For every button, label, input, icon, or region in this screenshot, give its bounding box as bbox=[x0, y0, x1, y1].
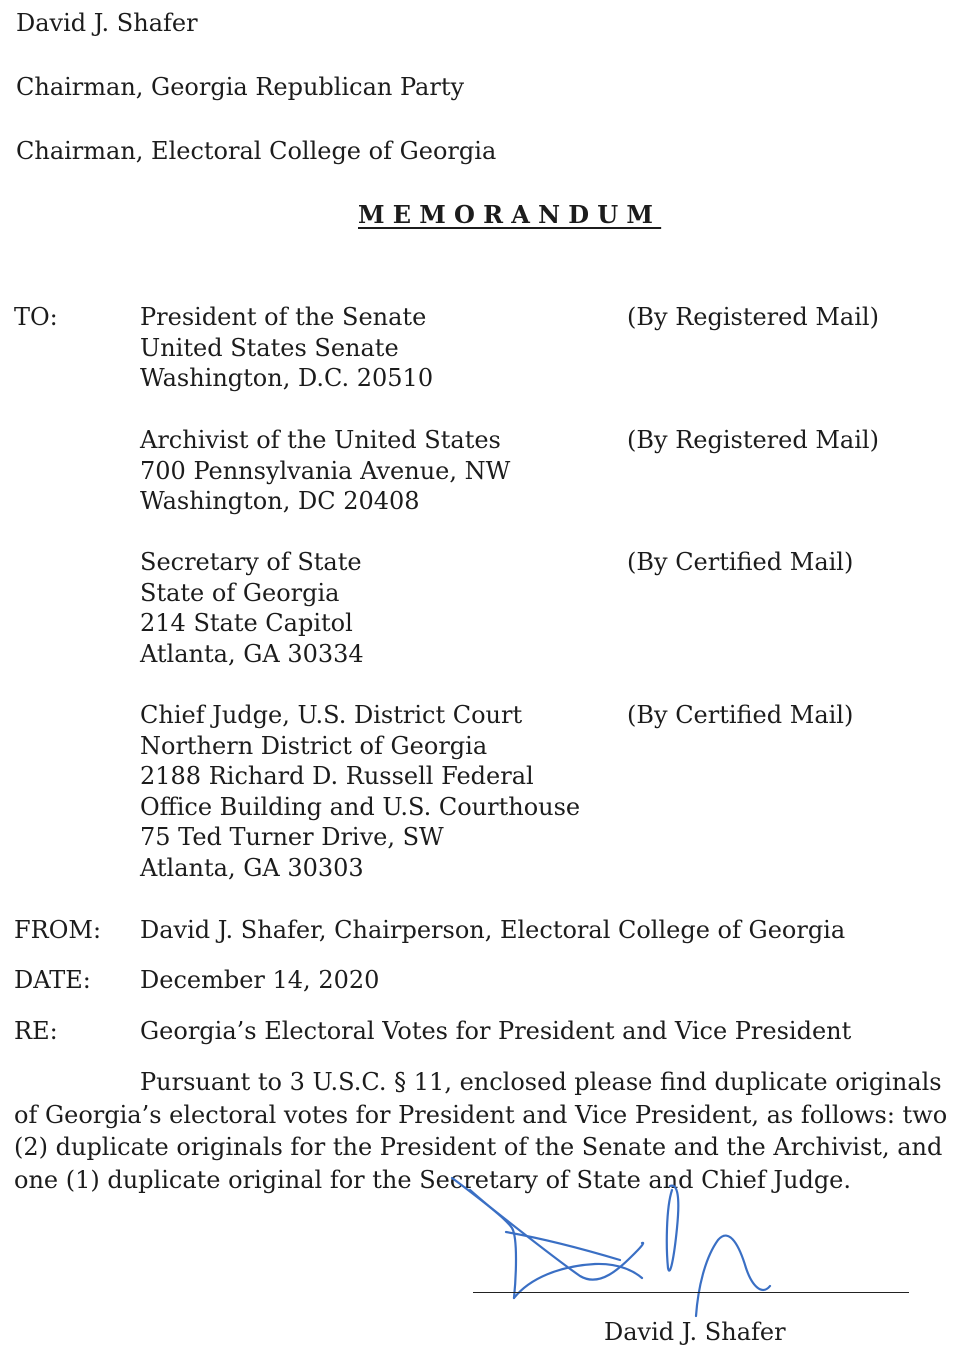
recipient-chief-judge bbox=[140, 700, 580, 884]
recipient-line: United States Senate bbox=[140, 333, 399, 362]
delivery-method: (By Registered Mail) bbox=[627, 303, 879, 331]
to-label: TO: bbox=[14, 303, 58, 331]
sender-title-party: Chairman, Georgia Republican Party bbox=[16, 73, 465, 101]
delivery-method: (By Certified Mail) bbox=[627, 548, 854, 576]
recipient-line: Secretary of State bbox=[140, 548, 362, 576]
delivery-method: (By Registered Mail) bbox=[627, 426, 879, 454]
signature-line bbox=[473, 1292, 909, 1293]
recipient-line: Northern District of Georgia bbox=[140, 731, 488, 760]
date-value: December 14, 2020 bbox=[140, 966, 380, 994]
recipient-line: Atlanta, GA 30303 bbox=[140, 853, 364, 882]
recipient-line: Office Building and U.S. Courthouse bbox=[140, 792, 581, 821]
recipient-line: Atlanta, GA 30334 bbox=[140, 639, 364, 668]
delivery-method: (By Certified Mail) bbox=[627, 701, 854, 729]
from-value: David J. Shafer, Chairperson, Electoral College of Georgia bbox=[140, 916, 846, 944]
recipient-archivist bbox=[140, 425, 510, 517]
recipient-senate bbox=[140, 302, 433, 394]
date-label: DATE: bbox=[14, 966, 91, 994]
recipient-line: 214 State Capitol bbox=[140, 609, 353, 638]
recipient-line: State of Georgia bbox=[140, 578, 340, 607]
memo-title: MEMORANDUM bbox=[358, 200, 662, 229]
re-value: Georgia’s Electoral Votes for President and Vice President bbox=[140, 1017, 852, 1045]
recipient-line: Washington, DC 20408 bbox=[140, 487, 420, 516]
body-text: Pursuant to 3 U.S.C. § 11, enclosed please find duplicate originals of Georgia’s electoral votes for President and Vice President, as follows: two (2) duplicate originals for the President of the Senate and the Archivist, and one (1) duplicate original for the Secretary of State and Chief Judge. bbox=[14, 1068, 948, 1194]
signatory-name: David J. Shafer bbox=[604, 1318, 786, 1346]
sender-title-college: Chairman, Electoral College of Georgia bbox=[16, 137, 497, 165]
handwritten-signature bbox=[430, 1168, 790, 1318]
re-label: RE: bbox=[14, 1017, 58, 1045]
recipient-line: Chief Judge, U.S. District Court bbox=[140, 701, 523, 729]
from-label: FROM: bbox=[14, 916, 102, 944]
recipient-secretary-of-state bbox=[140, 547, 364, 669]
recipient-line: Washington, D.C. 20510 bbox=[140, 364, 434, 393]
recipient-line: 75 Ted Turner Drive, SW bbox=[140, 823, 444, 852]
recipient-line: 700 Pennsylvania Avenue, NW bbox=[140, 456, 511, 485]
recipient-line: Archivist of the United States bbox=[140, 426, 501, 454]
recipient-line: President of the Senate bbox=[140, 303, 427, 331]
recipient-line: 2188 Richard D. Russell Federal bbox=[140, 762, 534, 791]
sender-name: David J. Shafer bbox=[16, 9, 198, 37]
